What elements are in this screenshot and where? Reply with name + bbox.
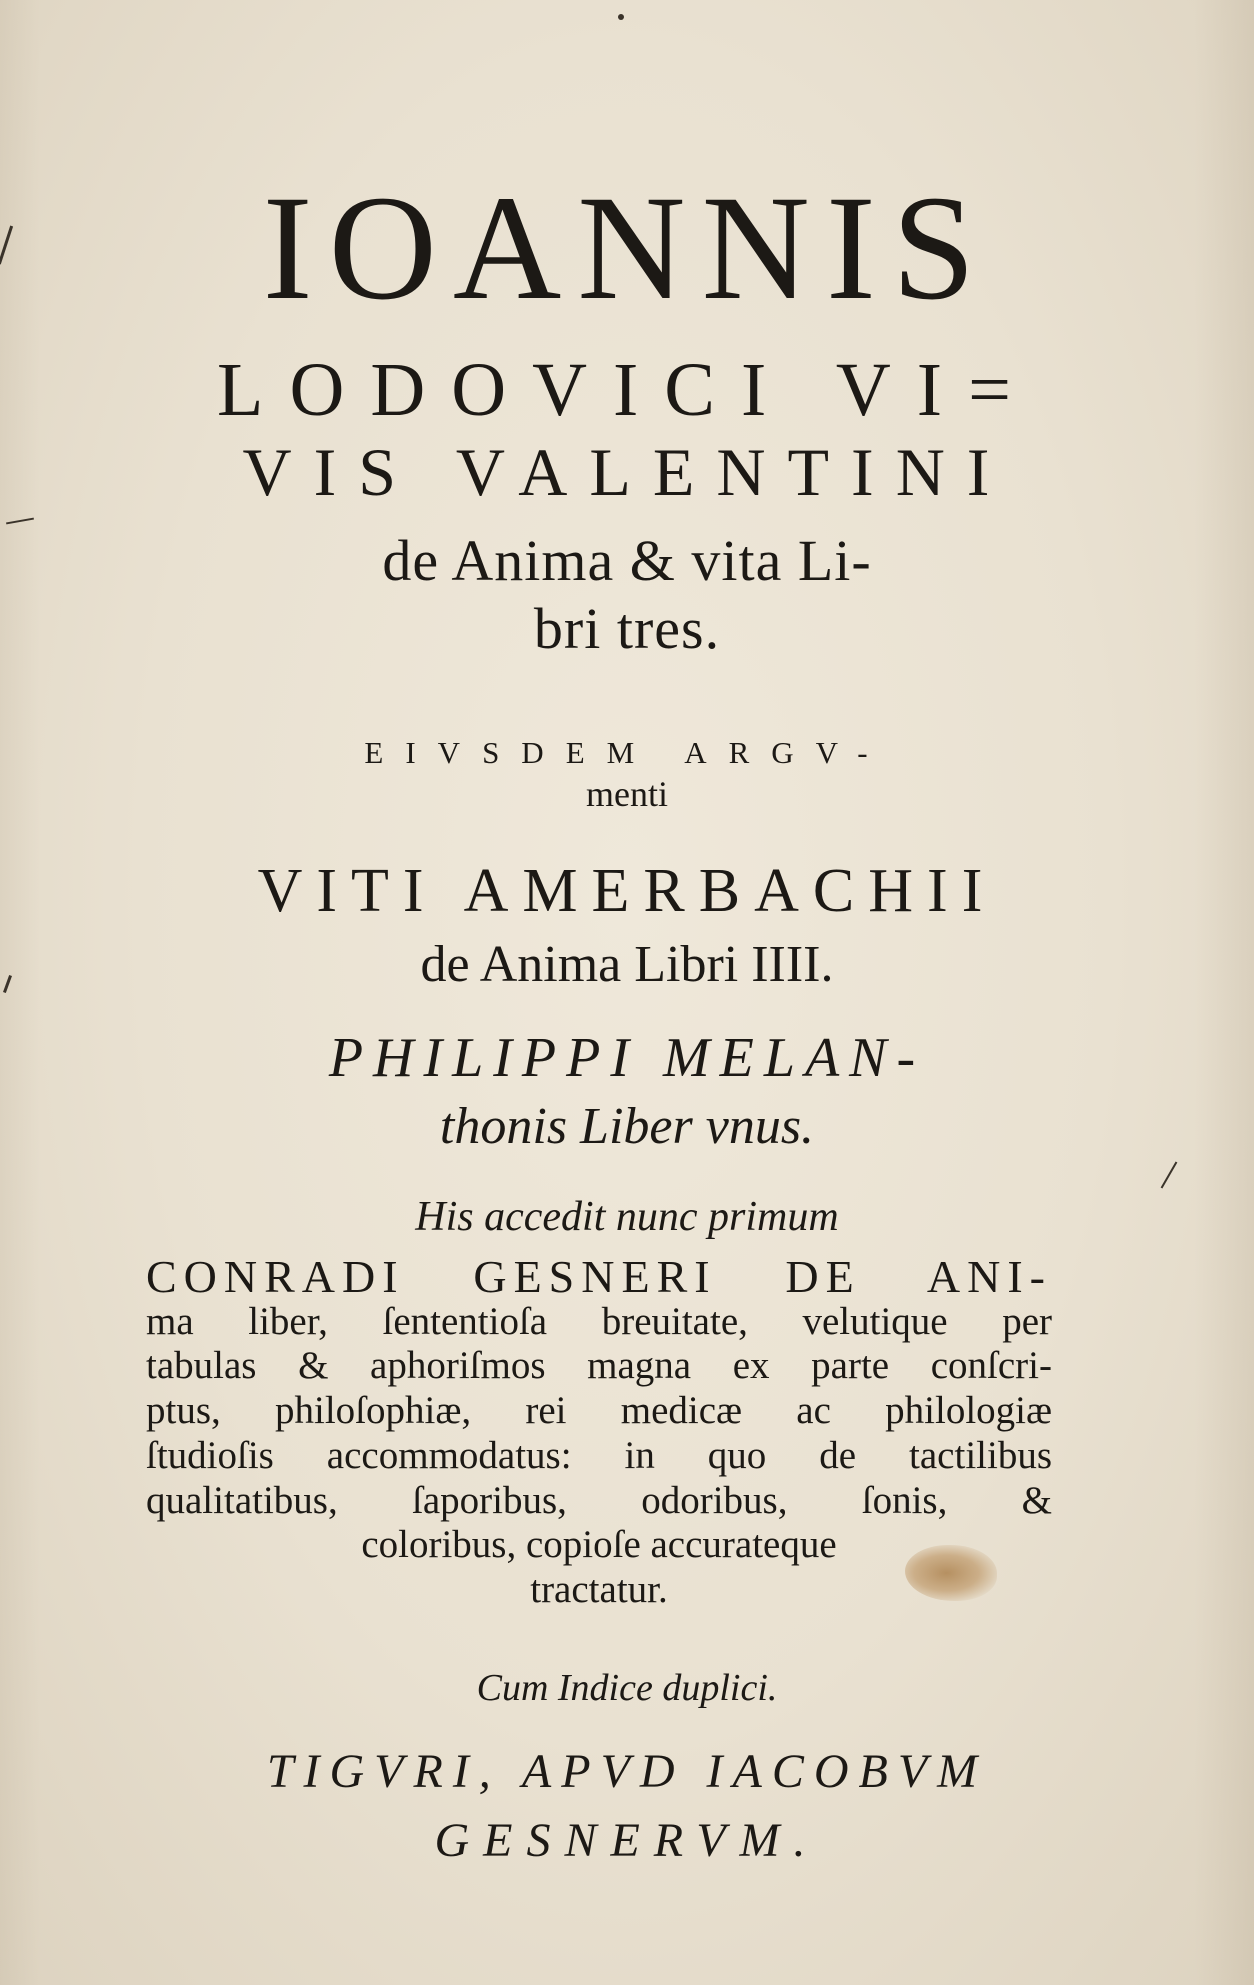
description-line: CONRADI GESNERI DE ANI- [146, 1251, 1052, 1302]
author-name-line-2: LODOVICI VI= [217, 348, 1037, 432]
subtitle-text: menti [586, 774, 668, 814]
description-line: qualitatibus, ſaporibus, odoribus, ſonis, & [146, 1478, 1052, 1522]
second-author-name: VITI AMERBACHII [257, 857, 997, 925]
author-name-line-3: VIS VALENTINI [242, 434, 1012, 510]
index-note: Cum Indice duplici. [476, 1667, 778, 1709]
description-line: ma liber, ſententioſa breuitate, velutique per [146, 1299, 1052, 1343]
description-line: coloribus, copioſe accurateque [361, 1523, 837, 1567]
description-line: ptus, philoſophiæ, rei medicæ ac philologiæ [146, 1389, 1052, 1433]
description-line: tabulas & aphoriſmos magna ex parte conſcri- [146, 1344, 1052, 1388]
work-title-line-2: bri tres. [533, 596, 721, 661]
additional-note: His accedit nunc primum [415, 1194, 839, 1240]
third-author-name: PHILIPPI MELAN- [328, 1027, 926, 1089]
imprint-line-2: GESNERVM. [434, 1814, 820, 1867]
description-line: ſtudioſis accommodatus: in quo de tactilibus [146, 1433, 1052, 1477]
author-name-line-1: IOANNIS [262, 165, 992, 331]
ink-mark [1161, 1162, 1178, 1189]
work-title-line-1: de Anima & vita Li- [382, 528, 872, 593]
subtitle-caps: EIVSDEM ARGV- [364, 735, 890, 770]
description-line: tractatur. [530, 1567, 668, 1611]
third-work-title: thonis Liber vnus. [439, 1098, 815, 1155]
ink-speck [618, 14, 624, 20]
second-work-title: de Anima Libri IIII. [420, 936, 834, 993]
imprint-line-1: TIGVRI, APVD IACOBVM [266, 1745, 988, 1798]
